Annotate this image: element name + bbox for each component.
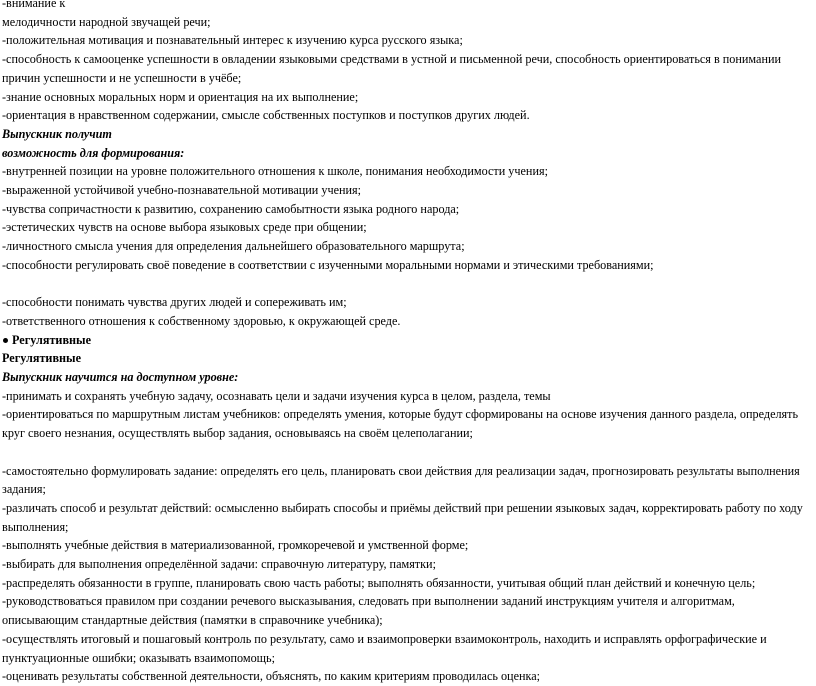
bullet-icon	[3, 338, 8, 343]
list-item: -распределять обязанности в группе, планировать свою часть работы; выполнять обязанности, учитывая общий план действий и конечную цель;	[2, 575, 756, 590]
document-page	[2, 0, 814, 686]
regulatory-title: Регулятивные	[2, 351, 81, 366]
regulatory-bullet-text: Регулятивные	[12, 332, 91, 347]
list-item: -оценивать результаты собственной деятельности, объяснять, по каким критериям проводилась оценка;	[2, 669, 541, 684]
text-line: -внимание к	[2, 0, 66, 10]
list-item: -личностного смысла учения для определения дальнейшего образовательного маршрута;	[2, 239, 465, 254]
blank-line	[2, 275, 814, 294]
list-item: -способности регулировать своё поведение в соответствии с изученными моральными нормами и этическими требованиями;	[2, 257, 654, 272]
list-item: -ответственного отношения к собственному здоровью, к окружающей среде.	[2, 313, 401, 328]
text-line: мелодичности народной звучащей речи;	[2, 14, 211, 29]
list-item: -способности понимать чувства других людей и сопереживать им;	[2, 295, 347, 310]
list-item: -руководствоваться правилом при создании речевого высказывания, следовать при выполнении заданий инструкциям учителя и алгоритмам, описывающим стандартные действия (памятки в справочнике учебника);	[2, 594, 735, 628]
text-line: -способность к самооценке успешности в овладении языковыми средствами в устной и письменной речи, способность ориентироваться в понимании причин успешности и не успешности в учёбе;	[2, 52, 782, 85]
list-item: -осуществлять итоговый и пошаговый контроль по результату, само и взаимопроверки взаимоконтроль, находить и исправлять орфографические и пунктуационные ошибки; оказывать взаимопомощь;	[2, 631, 767, 665]
heading-graduate-gets: Выпускник получит	[2, 126, 112, 141]
list-item: -выраженной устойчивой учебно-познавательной мотивации учения;	[2, 183, 362, 198]
text-line: -положительная мотивация и познавательный интерес к изучению курса русского языка;	[2, 33, 463, 48]
list-item: -принимать и сохранять учебную задачу, осознавать цели и задачи изучения курса в целом, раздела, темы	[2, 388, 551, 403]
list-item: -чувства сопричастности к развитию, сохранению самобытности языка родного народа;	[2, 201, 460, 216]
list-item: -эстетических чувств на основе выбора языковых среде при общении;	[2, 220, 367, 235]
text-line: -знание основных моральных норм и ориентация на их выполнение;	[2, 89, 359, 104]
list-item: -выбирать для выполнения определённой задачи: справочную литературу, памятки;	[2, 557, 436, 572]
regulatory-bullet-heading	[2, 331, 814, 350]
text-line: -ориентация в нравственном содержании, смысле собственных поступков и поступков других людей.	[2, 108, 530, 123]
list-item: -самостоятельно формулировать задание: определять его цель, планировать свои действия для реализации задач, прогнозировать результаты выполнения задания;	[2, 463, 800, 497]
list-item: -различать способ и результат действий: осмысленно выбирать способы и приёмы действий при решении языковых задач, корректировать работу по ходу выполнения;	[2, 500, 803, 534]
list-item: -выполнять учебные действия в материализованной, громкоречевой и умственной форме;	[2, 538, 469, 553]
blank-line	[2, 443, 814, 462]
list-item: -ориентироваться по маршрутным листам учебников: определять умения, которые будут сформированы на основе изучения данного раздела, определять круг своего незнания, осуществлять выбор задания, основываясь на своём целеполагании;	[2, 407, 799, 441]
heading-graduate-will-learn: Выпускник научится на доступном уровне:	[2, 370, 239, 385]
list-item: -внутренней позиции на уровне положительного отношения к школе, понимания необходимости учения;	[2, 164, 548, 179]
heading-opportunity: возможность для формирования:	[2, 145, 185, 160]
